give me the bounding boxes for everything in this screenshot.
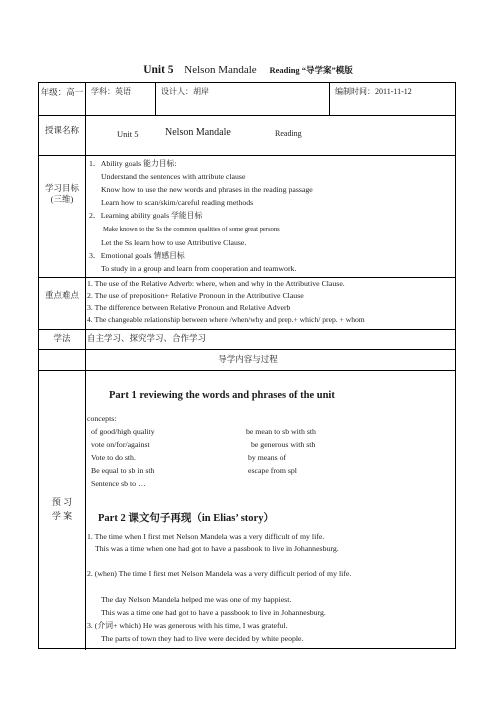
preview-label: 预 习 学 案: [51, 497, 73, 521]
goal-line: 3．Emotional goals 情感目标: [89, 251, 185, 260]
methods-label: 学法: [53, 333, 71, 343]
sentence-item: 1. The time when I first met Nelson Mandela was a very difficult of my life.: [87, 532, 325, 541]
topic-label: 授课名称: [45, 125, 80, 135]
part2-title: Part 2 课文句子再现（in Elias’ story）: [98, 513, 274, 524]
goal-line: Understand the sentences with attribute clause: [101, 172, 246, 181]
topic-unit: Unit 5: [117, 129, 139, 139]
part1-title: Part 1 reviewing the words and phrases of the unit: [109, 390, 335, 401]
sentence-item: This was a time one had got to have a passbook to live in Johannesburg.: [101, 608, 326, 617]
concept-right: be mean to sb with sth: [246, 427, 316, 436]
sentence-item: 3. (介词+ which) He was generous with his time, I was grateful.: [87, 621, 288, 630]
concept-left: Be equal to sb in sth: [91, 466, 155, 475]
concept-left: of good/high quality: [91, 427, 155, 436]
key-point-line: 2. The use of preposition+ Relative Pronoun in the Attributive Clause: [87, 291, 304, 300]
subject-field: 学科：英语: [91, 87, 131, 96]
section-header: 导学内容与过程: [218, 354, 278, 364]
designer-field: 设计人：胡岸: [161, 87, 209, 96]
row-divider: [39, 370, 455, 371]
row-divider: [39, 155, 455, 156]
sentence-item: 2. (when) The time I first met Nelson Mandela was a very difficult period of my life.: [87, 569, 352, 578]
row-divider: [39, 277, 455, 278]
concept-right: escape from spl: [248, 466, 297, 475]
goal-line: 1．Ability goals 能力目标:: [89, 159, 177, 168]
lesson-plan-table: [38, 82, 456, 649]
grade-label: 年级：高一: [40, 87, 84, 97]
row-divider: [39, 349, 455, 350]
concept-left: vote on/for/against: [91, 440, 150, 449]
column-divider: [329, 83, 330, 115]
goal-line: Know how to use the new words and phrases in the reading passage: [101, 185, 313, 194]
column-divider: [155, 83, 156, 115]
sentence-item: The parts of town they had to live were decided by white people.: [101, 634, 304, 643]
concept-right: be generous with sth: [251, 440, 316, 449]
goal-line: 2．Learning ability goals 学能目标: [89, 211, 203, 220]
title-name: Nelson Mandale: [184, 64, 257, 76]
concept-left: Vote to do sth.: [91, 453, 136, 462]
key-point-line: 3. The difference between Relative Pronoun and Relative Adverb: [87, 303, 291, 312]
concept-right: by means of: [248, 453, 287, 462]
row-divider: [39, 115, 455, 116]
title-reading: Reading “导学案”模版: [269, 65, 353, 75]
goal-line: To study in a group and learn from cooperation and teamwork.: [101, 264, 297, 273]
sentence-item: This was a time when one had got to have a passbook to live in Johannesburg.: [95, 544, 339, 553]
date-field: 编制时间：2011-11-12: [335, 87, 412, 96]
methods-text: 自主学习、探究学习、合作学习: [87, 333, 207, 343]
concept-left: Sentence sb to …: [91, 479, 146, 488]
document-title: [0, 64, 496, 76]
topic-name: Nelson Mandale: [165, 127, 231, 138]
goals-label: 学习目标(三维): [45, 183, 80, 204]
key-points-label: 重点难点: [45, 290, 80, 300]
key-point-line: 4. The changeable relationship between where /when/why and prep.+ which/ prep. + whom: [87, 315, 365, 324]
sentence-item: The day Nelson Mandela helped me was one of my happiest.: [101, 595, 292, 604]
row-divider: [39, 329, 455, 330]
topic-reading: Reading: [275, 129, 302, 138]
goal-line: Let the Ss learn how to use Attributive Clause.: [101, 238, 247, 247]
title-unit: Unit 5: [143, 64, 174, 76]
concepts-label: concepts:: [87, 414, 117, 423]
column-divider: [85, 83, 86, 650]
goal-line: Make known to the Ss the common qualities of some great persons: [103, 226, 280, 233]
goal-line: Learn how to scan/skim/careful reading methods: [101, 198, 254, 207]
key-point-line: 1. The use of the Relative Adverb: where, when and why in the Attributive Clause.: [87, 279, 345, 288]
